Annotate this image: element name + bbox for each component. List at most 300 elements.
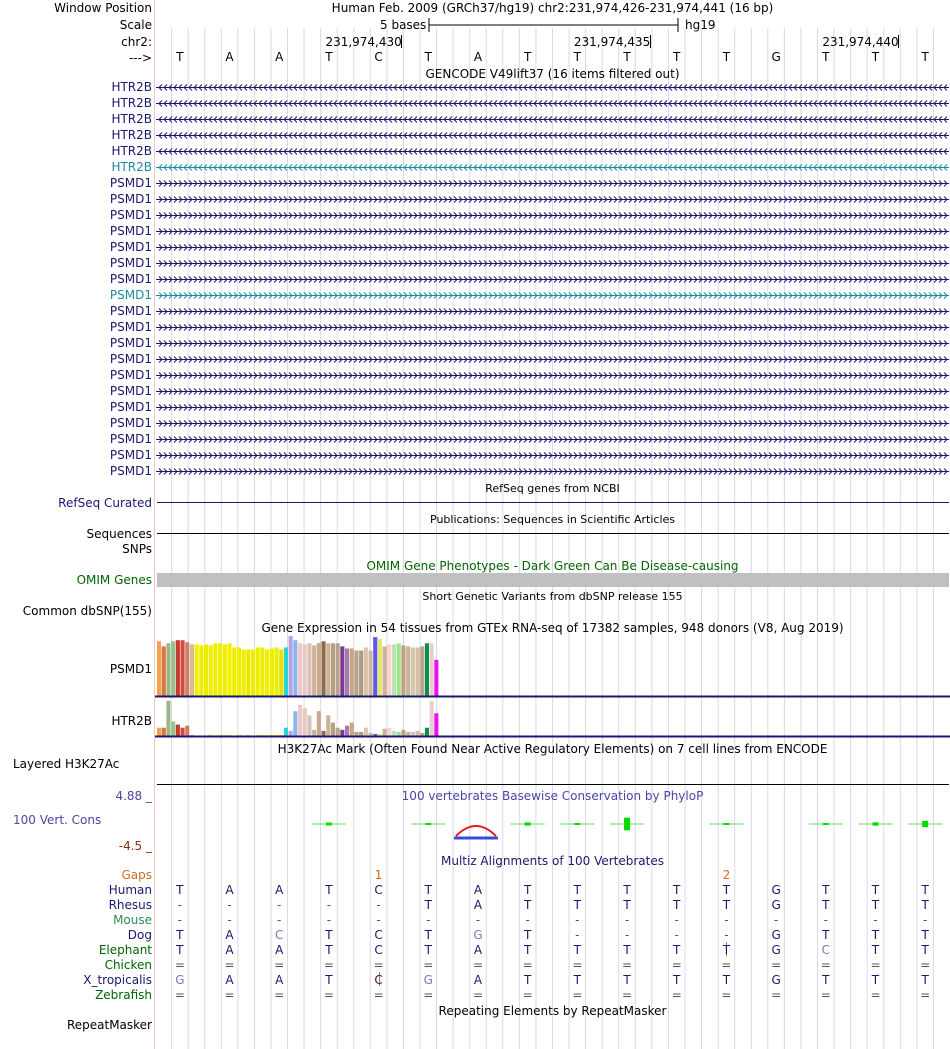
gene-line-psmd1[interactable] (156, 403, 949, 412)
htr2b-expression-bar[interactable] (345, 726, 349, 736)
gene-label-htr2b[interactable]: HTR2B (111, 160, 152, 174)
gene-label-htr2b[interactable]: HTR2B (111, 112, 152, 126)
htr2b-expression-bar[interactable] (284, 728, 288, 736)
base-letter: G (771, 50, 781, 64)
alignment-base: T (325, 943, 333, 957)
htr2b-expression-bar[interactable] (340, 730, 344, 736)
psmd1-expression-bar[interactable] (284, 647, 288, 696)
alignment-base: = (771, 988, 782, 1002)
htr2b-expression-bar[interactable] (298, 705, 302, 736)
psmd1-expression-bar[interactable] (270, 648, 274, 696)
species-label-human[interactable]: Human (108, 883, 152, 897)
alignment-base: T (523, 943, 532, 957)
base-letter: T (176, 50, 184, 64)
gene-label-psmd1[interactable]: PSMD1 (109, 240, 152, 254)
gene-line-psmd1[interactable] (156, 451, 949, 460)
alignment-base: T (822, 898, 830, 912)
conservation-track-label[interactable]: 100 Vert. Cons (13, 813, 102, 827)
htr2b-expression-bar[interactable] (176, 725, 180, 736)
psmd1-expression-bar[interactable] (336, 643, 340, 696)
scale-bar (428, 17, 680, 33)
psmd1-expression-bar[interactable] (312, 645, 316, 696)
conservation-plot[interactable] (155, 800, 950, 856)
gtex-psmd1-label[interactable]: PSMD1 (109, 662, 152, 676)
gene-label-psmd1[interactable]: PSMD1 (109, 352, 152, 366)
base-letter: A (275, 50, 284, 64)
gap-marker: 1 (374, 868, 383, 882)
htr2b-expression-bar[interactable] (387, 728, 391, 736)
alignment-base: T (424, 943, 432, 957)
gene-line-htr2b[interactable] (156, 83, 949, 92)
alignment-base: = (920, 958, 931, 972)
psmd1-expression-bar[interactable] (289, 636, 293, 696)
alignment-base: - (326, 913, 332, 927)
htr2b-expression-bar[interactable] (425, 728, 429, 736)
publications-track-label[interactable]: Sequences (86, 527, 152, 541)
alignment-base: T (673, 898, 681, 912)
psmd1-expression-bar[interactable] (354, 651, 358, 696)
psmd1-expression-bar[interactable] (420, 646, 424, 696)
gene-label-psmd1[interactable]: PSMD1 (109, 256, 152, 270)
psmd1-expression-bar[interactable] (392, 644, 396, 696)
htr2b-expression-bar[interactable] (331, 723, 335, 736)
alignment-base: = (274, 958, 285, 972)
alignment-base: T (871, 973, 880, 987)
alignment-base: T (523, 883, 532, 897)
gene-label-psmd1[interactable]: PSMD1 (109, 416, 152, 430)
gene-line-psmd1[interactable] (156, 339, 949, 348)
htr2b-expression-bar[interactable] (401, 730, 405, 736)
gene-label-psmd1[interactable]: PSMD1 (109, 192, 152, 206)
htr2b-expression-bar[interactable] (303, 708, 307, 736)
psmd1-expression-bar[interactable] (213, 643, 217, 696)
alignment-base: T (673, 883, 681, 897)
htr2b-expression-bar[interactable] (411, 732, 415, 736)
gene-line-psmd1[interactable] (156, 307, 949, 316)
alignment-base: = (572, 958, 583, 972)
gene-line-htr2b[interactable] (156, 147, 949, 156)
alignment-base: G (771, 898, 781, 912)
coordinate-tick (401, 35, 402, 48)
psmd1-expression-bar[interactable] (298, 643, 302, 696)
repeatmasker-track-label[interactable]: RepeatMasker (66, 1018, 152, 1032)
psmd1-expression-bar[interactable] (416, 647, 420, 696)
alignment-base: T (573, 943, 582, 957)
htr2b-expression-bar[interactable] (397, 732, 401, 736)
htr2b-expression-bar[interactable] (434, 713, 438, 736)
dbsnp-track-title[interactable]: Short Genetic Variants from dbSNP release 155 (422, 590, 683, 603)
gap-marker: 2 (722, 868, 731, 882)
alignment-base: C (374, 943, 383, 957)
gtex-htr2b-label[interactable]: HTR2B (111, 714, 152, 728)
alignment-base: - (326, 898, 332, 912)
alignment-base: T (623, 898, 631, 912)
alignment-base: A (473, 943, 483, 957)
psmd1-expression-bar[interactable] (279, 650, 283, 697)
gene-label-psmd1[interactable]: PSMD1 (109, 464, 152, 478)
omim-track-label[interactable]: OMIM Genes (76, 573, 152, 587)
gene-label-htr2b[interactable]: HTR2B (111, 96, 152, 110)
conservation-score-bar[interactable] (922, 821, 928, 827)
alignment-base: A (275, 973, 284, 987)
alignment-base: - (227, 913, 232, 927)
alignment-base: A (275, 943, 284, 957)
htr2b-expression-bar[interactable] (289, 731, 293, 736)
publications-line[interactable] (157, 533, 949, 534)
psmd1-expression-bar[interactable] (246, 650, 250, 697)
omim-track-title[interactable]: OMIM Gene Phenotypes - Dark Green Can Be Disease-causing (366, 559, 739, 573)
alignment-base: = (174, 958, 185, 972)
alignment-base: - (376, 913, 381, 927)
gene-label-htr2b[interactable]: HTR2B (111, 144, 152, 158)
htr2b-expression-bar[interactable] (364, 728, 368, 736)
gencode-track-title[interactable]: GENCODE V49lift37 (16 items filtered out) (425, 67, 680, 81)
omim-gene-bar[interactable] (157, 573, 949, 587)
psmd1-expression-bar[interactable] (383, 646, 387, 696)
htr2b-expression-bar[interactable] (293, 711, 297, 736)
alignment-base: G (771, 943, 781, 957)
alignment-base: - (724, 928, 729, 942)
gene-label-psmd1[interactable]: PSMD1 (109, 304, 152, 318)
alignment-base: = (920, 988, 931, 1002)
psmd1-expression-bar[interactable] (317, 643, 321, 696)
psmd1-expression-bar[interactable] (232, 647, 236, 696)
alignment-base: = (274, 988, 285, 1002)
species-label-x_tropicalis[interactable]: X_tropicalis (83, 973, 152, 987)
alignment-base: = (721, 988, 732, 1002)
htr2b-expression-bar[interactable] (416, 731, 420, 736)
gene-line-psmd1[interactable] (156, 291, 949, 300)
dbsnp-track-label[interactable]: Common dbSNP(155) (22, 604, 152, 618)
window-position-label: Window Position (54, 1, 152, 15)
alignment-base: - (624, 928, 630, 942)
psmd1-expression-bar[interactable] (256, 647, 260, 696)
gaps-label[interactable]: Gaps (121, 868, 152, 882)
htr2b-expression-bar[interactable] (336, 728, 340, 736)
snps-label[interactable]: SNPs (122, 542, 152, 556)
psmd1-expression-bar[interactable] (209, 645, 213, 696)
species-label-chicken[interactable]: Chicken (104, 958, 152, 972)
htr2b-expression-bar[interactable] (162, 728, 166, 736)
psmd1-expression-bar[interactable] (425, 643, 429, 696)
gene-label-psmd1[interactable]: PSMD1 (109, 448, 152, 462)
psmd1-expression-bar[interactable] (303, 644, 307, 696)
psmd1-expression-bar[interactable] (176, 640, 180, 696)
alignment-base: T (921, 898, 929, 912)
gene-label-psmd1[interactable]: PSMD1 (109, 288, 152, 302)
refseq-track-title[interactable]: RefSeq genes from NCBI (485, 482, 620, 495)
species-label-dog[interactable]: Dog (127, 928, 152, 942)
species-label-zebrafish[interactable]: Zebrafish (95, 988, 152, 1002)
gene-line-psmd1[interactable] (156, 419, 949, 428)
psmd1-expression-bar[interactable] (307, 643, 311, 696)
alignment-base: G (771, 928, 781, 942)
alignment-base: = (423, 988, 434, 1002)
gene-label-htr2b[interactable]: HTR2B (111, 128, 152, 142)
gtex-track-title[interactable]: Gene Expression in 54 tissues from GTEx RNA-seq of 17382 samples, 948 donors (V8, Aug 2019) (261, 621, 844, 635)
species-label-mouse[interactable]: Mouse (113, 913, 152, 927)
conservation-score-bar[interactable] (624, 818, 630, 831)
gene-line-psmd1[interactable] (156, 211, 949, 220)
htr2b-expression-bar[interactable] (392, 731, 396, 736)
alignment-base: A (275, 883, 284, 897)
alignment-base: T (822, 973, 830, 987)
h3k27ac-baseline (157, 784, 949, 785)
psmd1-expression-bar[interactable] (237, 647, 241, 696)
gene-label-psmd1[interactable]: PSMD1 (109, 336, 152, 350)
alignment-base: = (622, 988, 633, 1002)
alignment-base: G (473, 928, 483, 942)
psmd1-expression-bar[interactable] (397, 643, 401, 696)
gtex-bar-chart[interactable] (155, 634, 950, 740)
alignment-base: A (473, 973, 483, 987)
psmd1-expression-bar[interactable] (275, 647, 279, 696)
alignment-base: - (177, 913, 183, 927)
psmd1-expression-bar[interactable] (199, 645, 203, 696)
htr2b-expression-bar[interactable] (359, 732, 363, 736)
coordinate-label: 231,974,430 (325, 35, 402, 49)
gene-label-psmd1[interactable]: PSMD1 (109, 272, 152, 286)
alignment-base: = (174, 988, 185, 1002)
psmd1-expression-bar[interactable] (322, 641, 326, 696)
psmd1-expression-bar[interactable] (430, 643, 434, 696)
htr2b-expression-bar[interactable] (326, 715, 330, 736)
alignment-base: G (771, 883, 781, 897)
alignment-base: T (673, 943, 681, 957)
psmd1-expression-bar[interactable] (406, 646, 410, 696)
alignment-base: - (724, 913, 729, 927)
psmd1-expression-bar[interactable] (434, 660, 438, 696)
htr2b-expression-bar[interactable] (322, 731, 326, 736)
base-letter: T (722, 50, 731, 64)
psmd1-expression-bar[interactable] (345, 648, 349, 696)
alignment-base: - (426, 913, 431, 927)
alignment-base: = (323, 988, 334, 1002)
alignment-base: T (623, 943, 631, 957)
psmd1-expression-bar[interactable] (190, 644, 194, 696)
psmd1-expression-bar[interactable] (162, 646, 166, 696)
gene-label-psmd1[interactable]: PSMD1 (109, 320, 152, 334)
alignment-base: = (224, 988, 235, 1002)
psmd1-expression-bar[interactable] (242, 650, 246, 697)
alignment-base: G (175, 973, 185, 987)
alignment-base: A (225, 928, 234, 942)
psmd1-expression-bar[interactable] (369, 651, 373, 696)
psmd1-expression-bar[interactable] (260, 647, 264, 696)
alignment-base: - (525, 913, 530, 927)
gene-line-psmd1[interactable] (156, 387, 949, 396)
alignment-base: C (275, 928, 284, 942)
alignment-base: - (575, 928, 580, 942)
base-letter: T (921, 50, 929, 64)
psmd1-expression-bar[interactable] (265, 650, 269, 697)
alignment-base: T (871, 943, 880, 957)
alignment-base: - (674, 913, 679, 927)
alignment-base: T (325, 883, 333, 897)
alignment-base: T (722, 898, 731, 912)
alignment-base: T (325, 928, 333, 942)
gene-label-psmd1[interactable]: PSMD1 (109, 400, 152, 414)
conservation-score-bar[interactable] (525, 822, 531, 825)
gene-line-htr2b[interactable] (156, 131, 949, 140)
base-letter: T (325, 50, 333, 64)
psmd1-expression-bar[interactable] (157, 641, 161, 696)
conservation-min-label: -4.5 _ (118, 839, 152, 853)
psmd1-expression-bar[interactable] (204, 644, 208, 696)
publications-track-title[interactable]: Publications: Sequences in Scientific Articles (430, 513, 675, 526)
psmd1-expression-bar[interactable] (359, 651, 363, 696)
base-letter: T (822, 50, 830, 64)
refseq-track-label[interactable]: RefSeq Curated (58, 496, 152, 510)
htr2b-expression-bar[interactable] (430, 701, 434, 736)
alignment-base: T (921, 943, 929, 957)
gene-line-htr2b[interactable] (156, 99, 949, 108)
alignment-base: T (673, 973, 681, 987)
alignment-base: T (871, 898, 880, 912)
base-letter: T (573, 50, 582, 64)
gene-line-psmd1[interactable] (156, 467, 949, 476)
alignment-base: T (722, 973, 731, 987)
htr2b-expression-bar[interactable] (307, 715, 311, 736)
gene-line-htr2b[interactable] (156, 115, 949, 124)
alignment-base: = (224, 958, 235, 972)
h3k27ac-track-label[interactable]: Layered H3K27Ac (13, 757, 120, 771)
htr2b-expression-bar[interactable] (354, 732, 358, 736)
gene-line-psmd1[interactable] (156, 435, 949, 444)
psmd1-expression-bar[interactable] (378, 639, 382, 696)
conservation-score-bar[interactable] (574, 823, 580, 825)
htr2b-expression-bar[interactable] (157, 728, 161, 736)
psmd1-expression-bar[interactable] (364, 647, 368, 696)
alignment-base: = (472, 988, 483, 1002)
gene-line-psmd1[interactable] (156, 275, 949, 284)
gene-label-psmd1[interactable]: PSMD1 (109, 224, 152, 238)
conservation-track-title[interactable]: 100 vertebrates Basewise Conservation by PhyloP (401, 789, 704, 803)
alignment-base: = (820, 958, 831, 972)
htr2b-expression-bar[interactable] (383, 729, 387, 736)
alignment-base: G (423, 973, 433, 987)
gene-line-psmd1[interactable] (156, 243, 949, 252)
psmd1-expression-bar[interactable] (387, 644, 391, 696)
gene-line-psmd1[interactable] (156, 195, 949, 204)
htr2b-expression-bar[interactable] (181, 728, 185, 736)
alignment-base: T (822, 928, 830, 942)
psmd1-expression-bar[interactable] (166, 643, 170, 696)
coordinate-label: 231,974,435 (573, 35, 651, 49)
conservation-score-bar[interactable] (425, 823, 431, 825)
gene-label-psmd1[interactable]: PSMD1 (109, 176, 152, 190)
gene-label-psmd1[interactable]: PSMD1 (109, 384, 152, 398)
h3k27ac-track-title[interactable]: H3K27Ac Mark (Often Found Near Active Regulatory Elements) on 7 cell lines from ENCODE (277, 742, 828, 756)
base-letter: T (673, 50, 681, 64)
htr2b-expression-bar[interactable] (350, 723, 354, 736)
alignment-base: = (323, 958, 334, 972)
alignment-base: - (277, 898, 282, 912)
alignment-base: C (821, 943, 830, 957)
gene-label-psmd1[interactable]: PSMD1 (109, 432, 152, 446)
psmd1-expression-bar[interactable] (401, 645, 405, 696)
alignment-base: - (575, 913, 580, 927)
psmd1-expression-bar[interactable] (251, 650, 255, 697)
alignment-base: T (623, 973, 631, 987)
psmd1-expression-bar[interactable] (350, 648, 354, 696)
psmd1-expression-bar[interactable] (340, 646, 344, 696)
psmd1-expression-bar[interactable] (228, 643, 232, 696)
psmd1-expression-bar[interactable] (411, 647, 415, 696)
repeatmasker-track-title[interactable]: Repeating Elements by RepeatMasker (438, 1004, 667, 1018)
gene-line-psmd1[interactable] (156, 227, 949, 236)
refseq-line[interactable] (157, 502, 949, 503)
alignment-base: T (573, 898, 582, 912)
alignment-base: - (773, 913, 779, 927)
htr2b-expression-bar[interactable] (406, 732, 410, 736)
alignment-base: T (176, 883, 184, 897)
gene-line-psmd1[interactable] (156, 323, 949, 332)
psmd1-expression-bar[interactable] (326, 643, 330, 696)
gene-line-psmd1[interactable] (156, 179, 949, 188)
alignment-base: T (176, 943, 184, 957)
alignment-base: C (374, 973, 383, 987)
psmd1-expression-bar[interactable] (218, 643, 222, 696)
base-letter: A (473, 50, 483, 64)
gene-line-psmd1[interactable] (156, 371, 949, 380)
conservation-score-bar[interactable] (326, 823, 332, 826)
alignment-base: = (572, 988, 583, 1002)
alignment-base: = (870, 958, 881, 972)
htr2b-expression-bar[interactable] (171, 722, 175, 736)
psmd1-expression-bar[interactable] (195, 644, 199, 696)
alignment-base: - (376, 898, 381, 912)
htr2b-expression-bar[interactable] (166, 701, 170, 736)
htr2b-expression-bar[interactable] (185, 726, 189, 736)
alignment-base: T (921, 973, 929, 987)
psmd1-expression-bar[interactable] (185, 642, 189, 696)
psmd1-expression-bar[interactable] (181, 640, 185, 696)
gene-label-psmd1[interactable]: PSMD1 (109, 208, 152, 222)
htr2b-expression-bar[interactable] (317, 711, 321, 736)
conservation-score-bar[interactable] (823, 823, 829, 825)
alignment-base: = (522, 958, 533, 972)
multiz-track-title[interactable]: Multiz Alignments of 100 Vertebrates (440, 854, 665, 868)
psmd1-expression-bar[interactable] (223, 644, 227, 696)
gene-line-htr2b[interactable] (156, 163, 949, 172)
coordinate-tick (898, 35, 899, 48)
alignment-base: G (771, 973, 781, 987)
gene-label-psmd1[interactable]: PSMD1 (109, 368, 152, 382)
alignment-base: T (722, 943, 731, 957)
alignment-base: C (374, 928, 383, 942)
alignment-base: A (225, 973, 234, 987)
gene-line-psmd1[interactable] (156, 259, 949, 268)
conservation-score-bar[interactable] (723, 823, 729, 825)
psmd1-expression-bar[interactable] (293, 640, 297, 696)
psmd1-expression-bar[interactable] (171, 641, 175, 696)
species-label-elephant[interactable]: Elephant (98, 943, 152, 957)
psmd1-expression-bar[interactable] (373, 637, 377, 696)
base-letter: C (374, 50, 383, 64)
gene-label-htr2b[interactable]: HTR2B (111, 80, 152, 94)
gene-line-psmd1[interactable] (156, 355, 949, 364)
psmd1-expression-bar[interactable] (331, 643, 335, 696)
alignment-base: A (225, 883, 234, 897)
conservation-score-bar[interactable] (872, 822, 878, 825)
alignment-base: = (671, 958, 682, 972)
alignment-base: A (473, 898, 483, 912)
alignment-base: - (475, 913, 481, 927)
alignment-base: = (472, 958, 483, 972)
htr2b-expression-bar[interactable] (312, 730, 316, 736)
species-label-rhesus[interactable]: Rhesus (108, 898, 152, 912)
